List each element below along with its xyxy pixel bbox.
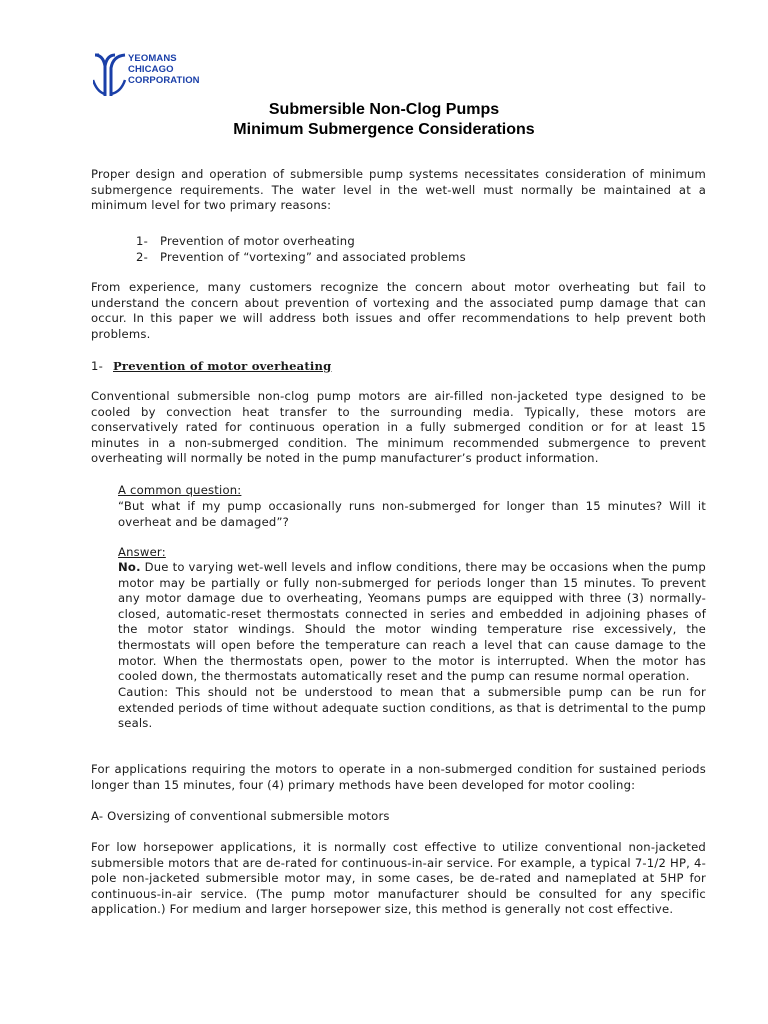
page-title: Submersible Non-Clog Pumps <box>268 101 500 118</box>
intro-paragraph: Proper design and operation of submersible pump systems necessitates consideration of minimum submergence requirements. The water level in the wet-well must normally be maintained at a minimum level for two primary reasons: <box>91 167 706 213</box>
logo-line-1: YEOMANS <box>128 53 177 64</box>
answer-text <box>118 560 706 685</box>
section-heading-1 <box>91 359 331 373</box>
reason-number: 1- <box>136 234 148 248</box>
yeomans-logo-icon <box>93 52 127 98</box>
experience-paragraph: From experience, many customers recognize the concern about motor overheating but fail to understand the concern about prevention of vortexing and the associated pump damage that can occur. In this paper we will address both issues and offer recommendations to help prevent both problems. <box>91 280 706 341</box>
applications-paragraph: For applications requiring the motors to operate in a non-submerged condition for sustained periods longer than 15 minutes, four (4) primary methods have been developed for motor cooling: <box>91 762 706 792</box>
method-a-heading: A- Oversizing of conventional submersible motors <box>91 809 390 823</box>
reason-text: Prevention of “vortexing” and associated problems <box>160 250 466 264</box>
answer-body: Due to varying wet-well levels and inflow conditions, there may be occasions when the pump motor may be partially or fully non-submerged for periods longer than 15 minutes. To prevent any motor damage due to overheating, Yeomans pumps are equipped with three (3) normally-closed, automatic-reset thermostats connected in series and embedded in adjoining phases of the motor stator windings. Should the motor winding temperature rise excessively, the thermostats will open before the temperature can reach a level that can cause damage to the motor. When the thermostats open, power to the motor is interrupted. When the motor has cooled down, the thermostats automatically reset and the pump can resume normal operation. <box>118 560 706 684</box>
logo-wordmark <box>128 53 200 86</box>
reason-item-1 <box>136 234 355 250</box>
answer-label: Answer: <box>118 545 166 559</box>
page-subtitle: Minimum Submergence Considerations <box>233 121 535 138</box>
section-number: 1- <box>91 359 103 373</box>
reason-text: Prevention of motor overheating <box>160 234 355 248</box>
caution-text: Caution: This should not be understood to mean that a submersible pump can be run for extended periods of time without adequate suction conditions, as that is detrimental to the pump seals. <box>118 685 706 731</box>
logo-line-3: CORPORATION <box>128 75 200 86</box>
answer-lead: No. <box>118 560 141 574</box>
logo-line-2: CHICAGO <box>128 64 174 75</box>
question-label: A common question: <box>118 483 242 497</box>
method-a-paragraph: For low horsepower applications, it is normally cost effective to utilize conventional non-jacketed submersible motors that are de-rated for continuous-in-air service. For example, a typical 7-1/2 HP, 4-pole non-jacketed submersible motor may, in some cases, be de-rated and nameplated at 5HP for continuous-in-air service. (The pump motor manufacturer should be consulted for any specific application.) For medium and larger horsepower size, this method is generally not cost effective. <box>91 840 706 917</box>
section1-paragraph: Conventional submersible non-clog pump motors are air-filled non-jacketed type designed to be cooled by convection heat transfer to the surrounding media. Typically, these motors are conservatively rated for continuous operation in a fully submerged condition or for at least 15 minutes in a non-submerged condition. The minimum recommended submergence to prevent overheating will normally be noted in the pump manufacturer’s product information. <box>91 389 706 466</box>
question-text: “But what if my pump occasionally runs non-submerged for longer than 15 minutes? Will it overheat and be damaged”? <box>118 499 706 529</box>
reason-number: 2- <box>136 250 148 264</box>
company-logo <box>93 52 213 100</box>
section-heading-text: Prevention of motor overheating <box>113 359 332 373</box>
reason-item-2 <box>136 250 466 266</box>
